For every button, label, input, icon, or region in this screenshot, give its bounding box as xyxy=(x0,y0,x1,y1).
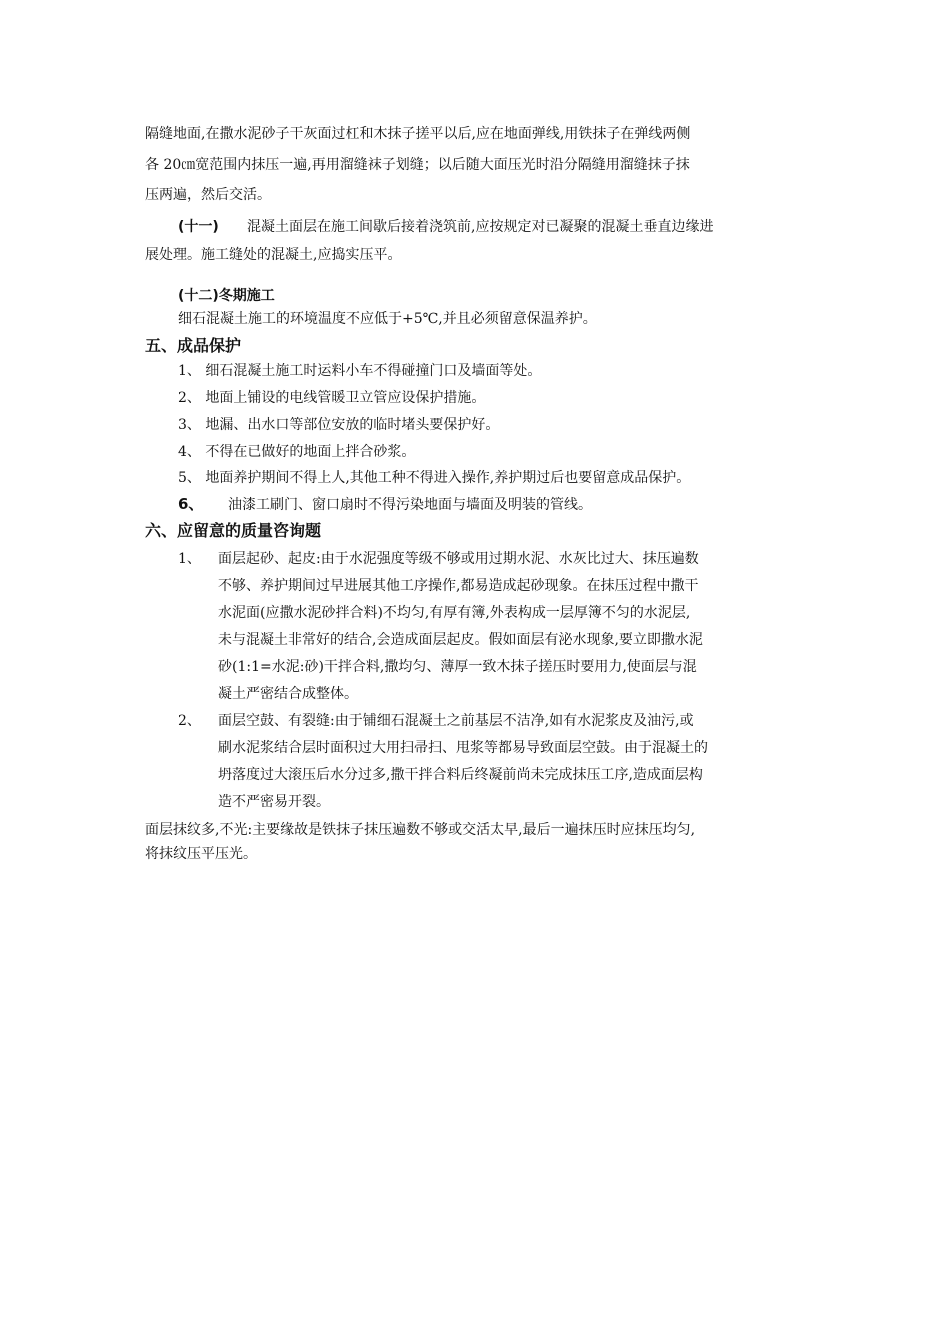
section-6-tail-line-2: 将抹纹压平压光。 xyxy=(145,846,257,862)
section-6-item-2-line-1: 面层空鼓、有裂缝:由于铺细石混凝土之前基层不洁净,如有水泥浆皮及油污,或 xyxy=(218,713,694,729)
section-6-item-2-line-2: 刷水泥浆结合层时面积过大用扫帚扫、甩浆等都易导致面层空鼓。由于混凝土的 xyxy=(218,740,708,756)
section-6-item-2-line-3: 坍落度过大滚压后水分过多,撒干拌合料后终凝前尚未完成抹压工序,造成面层构 xyxy=(218,767,703,783)
section-6-item-1-line-6: 凝土严密结合成整体。 xyxy=(218,686,358,702)
intro-line-2: 各 20㎝宽范围内抹压一遍,再用溜缝袜子划缝；以后随大面压光时沿分隔缝用溜缝抹子抹 xyxy=(145,157,690,173)
item-12-text: 细石混凝土施工的环境温度不应低于+5℃,并且必须留意保温养护。 xyxy=(178,311,597,327)
section-5-item-6-number: 6、 xyxy=(178,495,204,513)
item-11-label: (十一) xyxy=(178,219,219,235)
item-12-heading: (十二)冬期施工 xyxy=(178,288,275,304)
item-11-line-1: 混凝土面层在施工间歇后接着浇筑前,应按规定对已凝聚的混凝土垂直边缘进 xyxy=(247,219,714,235)
section-6-tail-line-1: 面层抹纹多,不光:主要缘故是铁抹子抹压遍数不够或交活太早,最后一遍抹压时应抹压均匀, xyxy=(145,822,696,838)
section-5-item-6-text: 油漆工刷门、窗口扇时不得污染地面与墙面及明装的管线。 xyxy=(228,497,592,513)
item-11-line-2: 展处理。施工缝处的混凝土,应捣实压平。 xyxy=(145,247,402,263)
section-5-item-2: 2、 地面上铺设的电线管暖卫立管应设保护措施。 xyxy=(178,390,486,406)
section-6-item-1-line-1: 面层起砂、起皮:由于水泥强度等级不够或用过期水泥、水灰比过大、抹压遍数 xyxy=(218,551,699,567)
section-5-item-4: 4、 不得在已做好的地面上拌合砂浆。 xyxy=(178,444,416,460)
section-5-heading: 五、成品保护 xyxy=(145,336,242,355)
intro-line-1: 隔缝地面,在撒水泥砂子干灰面过杠和木抹子搓平以后,应在地面弹线,用铁抹子在弹线两侧 xyxy=(145,126,691,142)
section-6-item-2-number: 2、 xyxy=(178,713,201,729)
section-5-item-1: 1、 细石混凝土施工时运料小车不得碰撞门口及墙面等处。 xyxy=(178,363,542,379)
section-6-item-1-line-5: 砂(1:1=水泥:砂)干拌合料,撒均匀、薄厚一致木抹子搓压时要用力,使面层与混 xyxy=(218,659,697,675)
section-5-item-3: 3、 地漏、出水口等部位安放的临时堵头要保护好。 xyxy=(178,417,500,433)
section-6-item-1-line-4: 未与混凝土非常好的结合,会造成面层起皮。假如面层有泌水现象,要立即撒水泥 xyxy=(218,632,703,648)
section-6-item-1-line-2: 不够、养护期间过早进展其他工序操作,都易造成起砂现象。在抹压过程中撒干 xyxy=(218,578,699,594)
section-6-heading: 六、应留意的质量咨询题 xyxy=(145,521,322,540)
section-6-item-1-number: 1、 xyxy=(178,551,201,567)
intro-line-3: 压两遍，然后交活。 xyxy=(145,187,271,203)
section-5-item-5: 5、 地面养护期间不得上人,其他工种不得进入操作,养护期过后也要留意成品保护。 xyxy=(178,470,691,486)
section-6-item-1-line-3: 水泥面(应撒水泥砂拌合料)不均匀,有厚有簿,外表构成一层厚簿不匀的水泥层, xyxy=(218,605,691,621)
section-6-item-2-line-4: 造不严密易开裂。 xyxy=(218,794,330,810)
